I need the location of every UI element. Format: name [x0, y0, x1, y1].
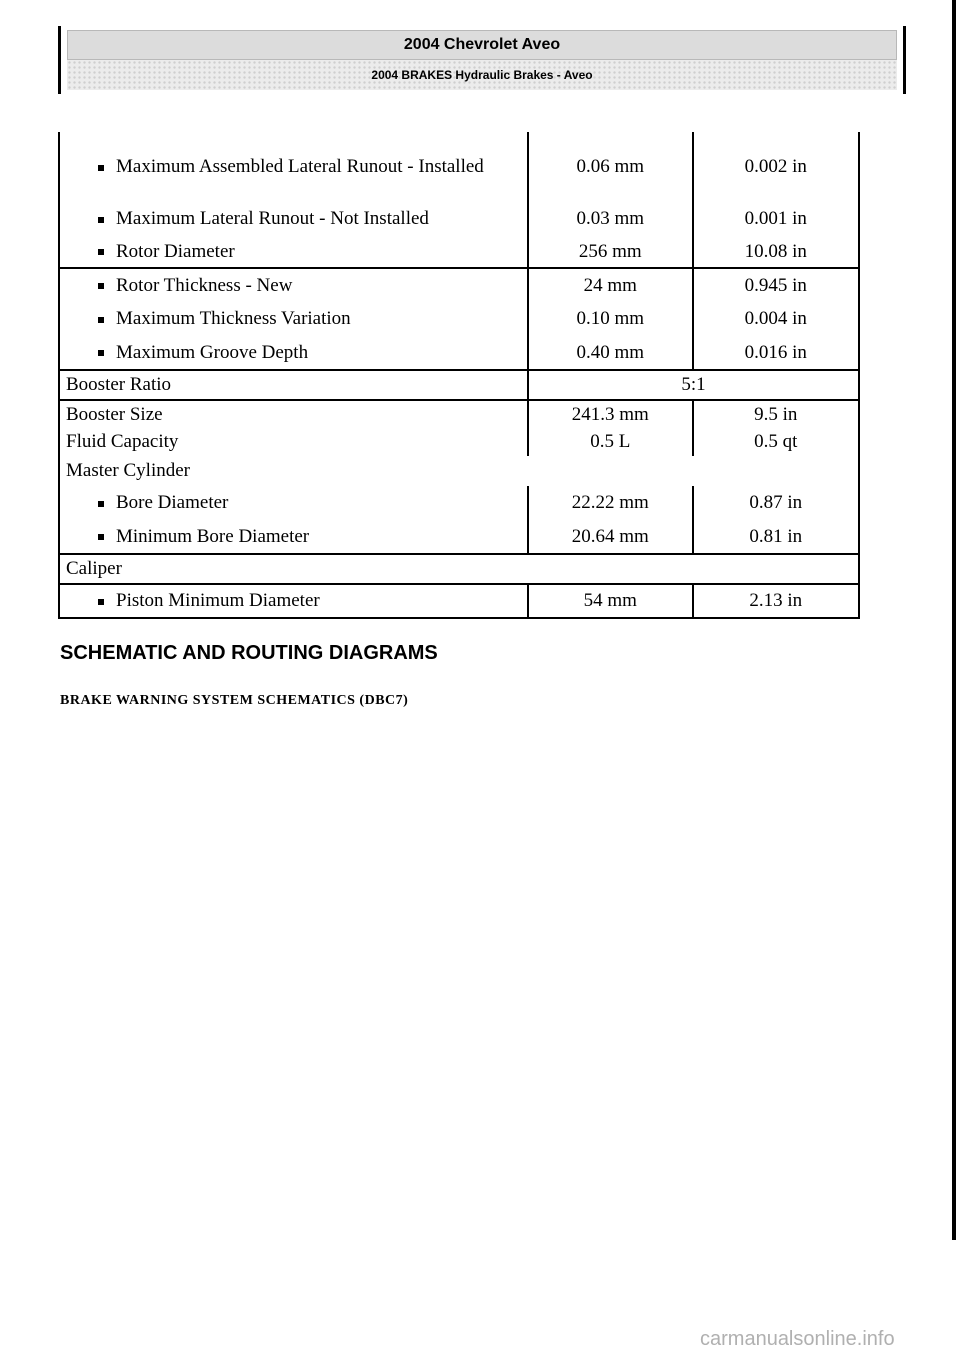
- table-row: [59, 132, 859, 202]
- section-heading: SCHEMATIC AND ROUTING DIAGRAMS: [60, 642, 438, 664]
- spec-metric: 0.03 mm: [528, 202, 692, 236]
- table-row: [59, 370, 859, 400]
- spec-metric: 241.3 mm: [528, 400, 692, 428]
- spec-imperial: 0.001 in: [693, 202, 860, 236]
- spec-metric: 0.10 mm: [528, 302, 692, 336]
- document-title: 2004 Chevrolet Aveo: [67, 30, 897, 60]
- table-row: [59, 428, 859, 456]
- table-row: [59, 202, 859, 236]
- table-row: [59, 400, 859, 428]
- bullet-icon: [98, 165, 104, 171]
- spec-imperial: 0.004 in: [693, 302, 860, 336]
- spec-metric: 24 mm: [528, 268, 692, 302]
- page-header: [58, 26, 906, 94]
- spec-metric: 0.5 L: [528, 428, 692, 456]
- spec-imperial: 0.002 in: [693, 132, 860, 202]
- spec-imperial: 0.5 qt: [693, 428, 860, 456]
- bullet-icon: [98, 283, 104, 289]
- table-row: [59, 486, 859, 520]
- bullet-icon: [98, 534, 104, 540]
- table-row: [59, 520, 859, 554]
- spec-imperial: 2.13 in: [693, 584, 860, 618]
- spec-label: Minimum Bore Diameter: [116, 525, 310, 547]
- bullet-icon: [98, 317, 104, 323]
- spec-metric: 0.06 mm: [528, 132, 692, 202]
- bullet-icon: [98, 249, 104, 255]
- table-row: [59, 584, 859, 618]
- table-row: [59, 236, 859, 268]
- spec-imperial: 10.08 in: [693, 236, 860, 268]
- spec-imperial: 0.81 in: [693, 520, 860, 554]
- table-row: [59, 554, 859, 584]
- spec-label: Fluid Capacity: [59, 428, 528, 456]
- spec-label: Piston Minimum Diameter: [116, 590, 320, 611]
- spec-metric: 256 mm: [528, 236, 692, 268]
- spec-metric: 20.64 mm: [528, 520, 692, 554]
- spec-label: Bore Diameter: [116, 492, 229, 513]
- spec-label: Rotor Thickness - New: [116, 274, 293, 296]
- document-subtitle: 2004 BRAKES Hydraulic Brakes - Aveo: [67, 60, 897, 90]
- spec-label: Maximum Lateral Runout - Not Installed: [116, 208, 429, 229]
- spec-metric: 54 mm: [528, 584, 692, 618]
- table-row: [59, 302, 859, 336]
- specifications-table: [58, 132, 860, 619]
- spec-label: Maximum Thickness Variation: [116, 308, 351, 329]
- spec-metric: 22.22 mm: [528, 486, 692, 520]
- spec-label: Maximum Groove Depth: [116, 341, 309, 363]
- spec-metric: 0.40 mm: [528, 336, 692, 370]
- bullet-icon: [98, 217, 104, 223]
- page-edge-rule: [952, 0, 956, 1240]
- spec-group-label: Caliper: [59, 554, 528, 584]
- spec-imperial: 0.016 in: [693, 336, 860, 370]
- bullet-icon: [98, 599, 104, 605]
- bullet-icon: [98, 350, 104, 356]
- watermark: carmanualsonline.info: [700, 1328, 895, 1350]
- spec-imperial: 9.5 in: [693, 400, 860, 428]
- table-row: [59, 336, 859, 370]
- spec-label: Booster Ratio: [59, 370, 528, 400]
- spec-imperial: 0.87 in: [693, 486, 860, 520]
- spec-value: 5:1: [528, 370, 859, 400]
- table-row: [59, 268, 859, 302]
- spec-label: Booster Size: [59, 400, 528, 428]
- bullet-icon: [98, 501, 104, 507]
- table-row: [59, 456, 859, 486]
- spec-label: Maximum Assembled Lateral Runout - Installed: [116, 156, 484, 177]
- spec-group-label: Master Cylinder: [59, 456, 528, 486]
- spec-imperial: 0.945 in: [693, 268, 860, 302]
- sub-heading: BRAKE WARNING SYSTEM SCHEMATICS (DBC7): [60, 693, 409, 708]
- spec-label: Rotor Diameter: [116, 240, 235, 262]
